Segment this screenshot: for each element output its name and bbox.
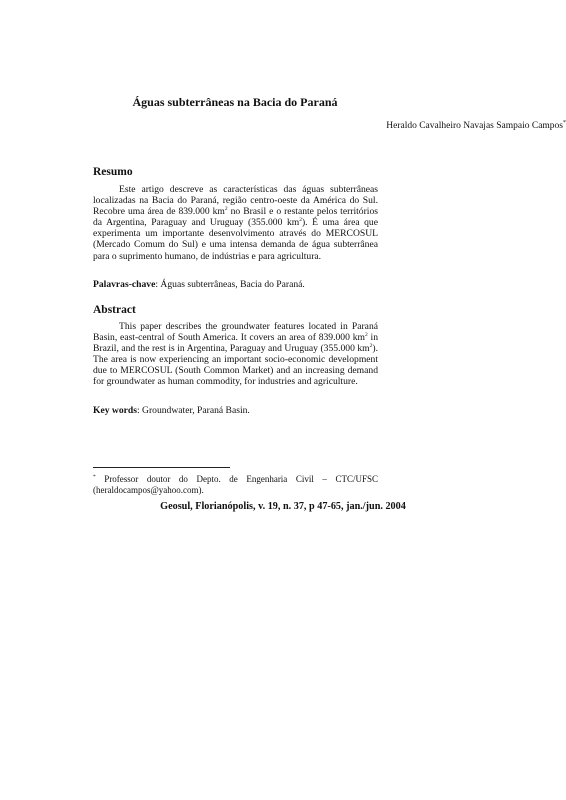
author-footnote-mark: * xyxy=(563,120,566,126)
abstract-keywords-text: : Groundwater, Paraná Basin. xyxy=(136,405,250,416)
resumo-keywords-label: Palavras-chave xyxy=(93,279,156,290)
author-name: Heraldo Cavalheiro Navajas Sampaio Campos* xyxy=(386,120,566,132)
abstract-keywords-label: Key words xyxy=(93,405,137,416)
resumo-keywords xyxy=(93,279,378,290)
journal-citation: Geosul, Florianópolis, v. 19, n. 37, p 47-65, jan./jun. 2004 xyxy=(160,501,406,512)
footnote-text: Professor doutor do Depto. de Engenharia Civil – CTC/UFSC (heraldocampos@yahoo.com). xyxy=(93,474,378,495)
footnote xyxy=(93,472,378,496)
resumo-heading: Resumo xyxy=(93,166,133,178)
resumo-keywords-text: : Águas subterrâneas, Bacia do Paraná. xyxy=(155,279,305,290)
abstract-paragraph: This paper describes the groundwater features located in Paraná Basin, east-central of South America. It covers an area of 839.000 $km^2$ in Brazil, and the rest is in Argentina, Paraguay and Uruguay (355.000 $km^2$). The area is now experiencing an important socio-economic development due to MERCOSUL (South Common Market) and an increasing demand for groundwater as human commodity, for industries and agriculture. xyxy=(93,321,378,388)
footnote-divider xyxy=(93,467,230,468)
abstract-heading: Abstract xyxy=(93,304,136,316)
resumo-paragraph: Este artigo descreve as características das águas subterrâneas localizadas na Bacia do Paraná, região centro-oeste da América do Sul. Recobre uma área de 839.000 $km^2$ no Brasil e o restante pelos territórios da Argentina, Paraguay and Uruguay (355.000 $km^2$). É uma área que experimenta um importante desenvolvimento através do MERCOSUL (Mercado Comum do Sul) e uma intensa demanda de água subterrânea para o suprimento humano, de indústrias e para agricultura. xyxy=(93,184,378,262)
footnote-mark: * xyxy=(93,474,96,480)
abstract-keywords xyxy=(93,405,378,416)
paper-title: Águas subterrâneas na Bacia do Paraná xyxy=(132,95,338,109)
author-line xyxy=(198,120,566,132)
